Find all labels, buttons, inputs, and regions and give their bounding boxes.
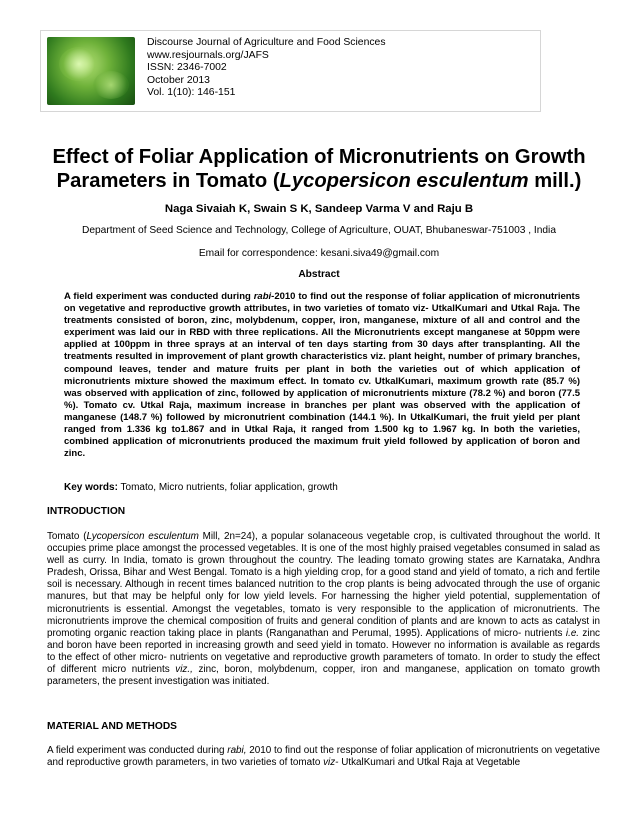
title-line-1: Effect of Foliar Application of Micronutrients on Growth: [52, 146, 586, 168]
intro-text-4: zinc, boron, molybdenum, copper, iron and manganese, application on tomato growth parameters, the present investigation was initiated.: [47, 664, 600, 688]
journal-header: [40, 30, 541, 112]
journal-url: www.resjournals.org/JAFS: [147, 49, 269, 61]
methods-text-3: UtkalKumari and Utkal Raja at Vegetable: [338, 757, 521, 769]
methods-italic-1: rabi,: [227, 745, 247, 756]
journal-issn: ISSN: 2346-7002: [147, 62, 227, 74]
title-line-2-pre: Parameters in Tomato (: [56, 170, 280, 192]
abstract-body: [64, 291, 580, 460]
introduction-heading: INTRODUCTION: [47, 506, 126, 517]
intro-text-3: zinc and boron have been reported in increasing growth and seed yield in tomato. However no information is available as regards to the effect of other micro- nutrients on vegetative and reproductive growth parameters of tomato. In order to study the effect of different micro nutrients: [47, 627, 600, 676]
title-species: Lycopersicon esculentum: [279, 170, 529, 192]
intro-italic-1: Lycopersicon esculentum: [86, 531, 199, 542]
affiliation: Department of Seed Science and Technology, College of Agriculture, OUAT, Bhubaneswar-751003 , India: [81, 225, 556, 236]
introduction-body: [47, 531, 600, 688]
correspondence-email: Email for correspondence: kesani.siva49@gmail.com: [198, 248, 440, 259]
abstract-italic-rabi: rabi: [253, 291, 272, 302]
journal-volume: Vol. 1(10): 146-151: [147, 87, 236, 99]
abstract-heading: Abstract: [298, 269, 340, 280]
keywords-label: Key words:: [64, 482, 118, 493]
intro-text-2: Mill, 2n=24), a popular solanaceous vegetable crop, is cultivated throughout the world. It occupies prime place amongst the processed vegetables. It is one of the most highly praised vegetables consumed in salad as well as curry. In India, tomato is grown throughout the country. The leading tomato growing states are Karnataka, Andhra Pradesh, Orissa, Bihar and West Bengal. Tomato is a high yielding crop, for a good stand and yield of tomato, a rich and fertile soil is necessary. Although in recent times balanced nutrition to the crop plants is being advocated through the use of organic manures, but that may be helpful only for low yield levels. For harnessing the higher yield potential, supplementation of micronutrients is essential. Amongst the vegetables, tomato is very responsible to the application of micronutrients. The micronutrients improve the chemical composition of fruits and general condition of plants and are known to acts as catalyst in promoting organic reaction taking place in plants (Ranganathan and Perumal, 1995). Applications of micro- nutrients: [47, 531, 600, 639]
title-line-2: [40, 169, 598, 193]
paper-title: [40, 145, 598, 193]
author-list: Naga Sivaiah K, Swain S K, Sandeep Varma V and Raju B: [164, 203, 474, 215]
methods-text-2: 2010 to find out the response of foliar application of micronutrients on vegetative and reproductive growth parameters, in two varieties of tomato: [47, 745, 600, 769]
lettuce-logo-image: [47, 37, 135, 105]
journal-date: October 2013: [147, 74, 210, 86]
title-line-2-post: mill.): [528, 170, 582, 192]
abstract-part-1: A field experiment was conducted during: [64, 291, 254, 302]
keywords-text: Tomato, Micro nutrients, foliar application, growth: [117, 482, 338, 493]
methods-text-1: A field experiment was conducted during: [47, 745, 228, 756]
keywords: [64, 482, 580, 493]
methods-italic-2: viz-: [323, 757, 339, 769]
methods-heading: MATERIAL AND METHODS: [47, 721, 177, 732]
methods-body: [47, 745, 600, 769]
intro-text-1: Tomato (: [47, 531, 87, 542]
abstract-part-2: -2010 to find out the response of foliar application of micronutrients on vegetative and reproductive growth attributes, in two varieties of tomato viz- UtkalKumari and Utkal Raja. The treatments consisted of boron, zinc, molybdenum, copper, iron, manganese, mixture of all and control and the experiment was laid our in RBD with three replications. All the Micronutrients except manganese at 50ppm were applied at 100ppm in three sprays at an interval of ten days starting from 30 days after transplanting. All the treatments resulted in improvement of plant growth characteristics viz. plant height, number of primary branches, compound leaves, tender and mature fruits per plant in both the varieties out of which application of micronutrients mixture showed the maximum effect. In tomato cv. UtkalKumari, maximum growth rate (85.7 %) was observed with application of zinc, followed by application of micronutrients mixture (78.2 %) and boron (77.5 %). Tomato cv. Utkal Raja, maximum increase in branches per plant was observed with the application of manganese (148.7 %) followed by micronutrient combination (144.1 %). In UtkalKumari, the fruit yield per plant ranged from 1.336 kg to1.867 and in Utkal Raja, it ranged from 1.500 kg to 1.967 kg. In both the varieties, combined application of micronutrients produced the maximum fruit yield followed by application of boron and zinc.: [64, 291, 580, 460]
intro-italic-3: viz.,: [175, 664, 193, 676]
journal-info: [147, 37, 386, 100]
journal-name: Discourse Journal of Agriculture and Food Sciences: [147, 37, 386, 48]
intro-italic-2: i.e.: [565, 627, 580, 639]
